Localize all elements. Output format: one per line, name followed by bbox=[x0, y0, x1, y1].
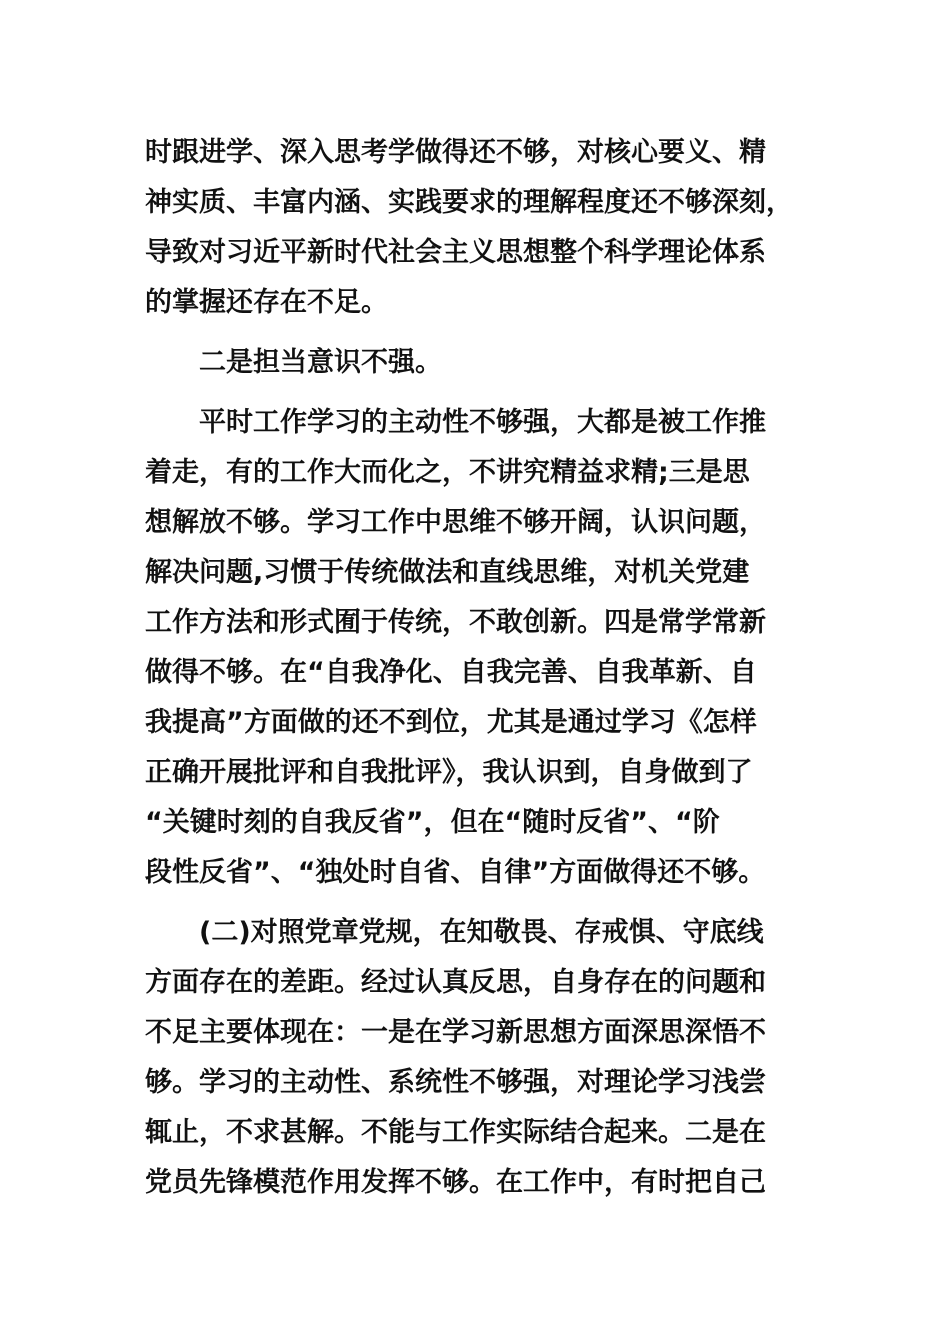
text-line: “关键时刻的自我反省”，但在“随时反省”、“阶 bbox=[145, 807, 720, 838]
text-line: 辄止，不求甚解。不能与工作实际结合起来。二是在 bbox=[145, 1117, 766, 1148]
document-body bbox=[145, 128, 817, 1208]
paragraph-3 bbox=[145, 398, 817, 898]
text-line: 导致对习近平新时代社会主义思想整个科学理论体系 bbox=[145, 237, 766, 268]
text-line: 正确开展批评和自我批评》，我认识到，自身做到了 bbox=[145, 757, 753, 788]
text-line: 二是担当意识不强。 bbox=[145, 347, 442, 378]
text-line: 段性反省”、“独处时自省、自律”方面做得还不够。 bbox=[145, 857, 766, 888]
text-line: 方面存在的差距。经过认真反思，自身存在的问题和 bbox=[145, 967, 766, 998]
text-line: (二)对照党章党规，在知敬畏、存戒惧、守底线 bbox=[145, 917, 764, 948]
text-line: 平时工作学习的主动性不够强，大都是被工作推 bbox=[145, 407, 766, 438]
text-line: 想解放不够。学习工作中思维不够开阔，认识问题， bbox=[145, 507, 766, 538]
text-line: 着走，有的工作大而化之，不讲究精益求精;三是思 bbox=[145, 457, 750, 488]
paragraph-gap bbox=[145, 388, 817, 398]
text-line: 够。学习的主动性、系统性不够强，对理论学习浅尝 bbox=[145, 1067, 766, 1098]
paragraph-gap bbox=[145, 328, 817, 338]
text-line: 时跟进学、深入思考学做得还不够，对核心要义、精 bbox=[145, 137, 766, 168]
text-line: 党员先锋模范作用发挥不够。在工作中，有时把自己 bbox=[145, 1167, 766, 1198]
text-line: 不足主要体现在：一是在学习新思想方面深思深悟不 bbox=[145, 1017, 766, 1048]
text-line: 工作方法和形式囿于传统，不敢创新。四是常学常新 bbox=[145, 607, 766, 638]
text-line: 的掌握还存在不足。 bbox=[145, 287, 388, 318]
text-line: 神实质、丰富内涵、实践要求的理解程度还不够深刻， bbox=[145, 187, 793, 218]
paragraph-1 bbox=[145, 128, 817, 328]
text-line: 做得不够。在“自我净化、自我完善、自我革新、自 bbox=[145, 657, 757, 688]
paragraph-4 bbox=[145, 908, 817, 1208]
text-line: 解决问题,习惯于传统做法和直线思维，对机关党建 bbox=[145, 557, 750, 588]
paragraph-2 bbox=[145, 338, 817, 388]
paragraph-gap bbox=[145, 898, 817, 908]
text-line: 我提高”方面做的还不到位，尤其是通过学习《怎样 bbox=[145, 707, 757, 738]
